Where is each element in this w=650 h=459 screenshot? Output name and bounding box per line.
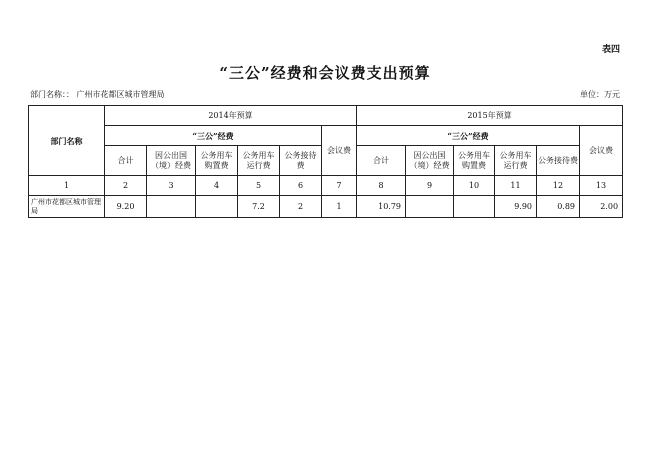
document-title: “三公”经费和会议费支出预算 <box>219 64 431 82</box>
cell-reception-2015: 0.89 <box>537 196 580 218</box>
year-2014-header: 2014年预算 <box>105 106 357 126</box>
column-number: 10 <box>454 176 495 196</box>
sub-header-2014: 公务用车运行费 <box>238 146 280 176</box>
column-number: 6 <box>280 176 322 196</box>
column-number: 1 <box>29 176 105 196</box>
cell-meeting-2015: 2.00 <box>580 196 623 218</box>
column-number: 8 <box>357 176 406 196</box>
sub-header-2015: 合计 <box>357 146 406 176</box>
cell-car-run-2014: 7.2 <box>238 196 280 218</box>
header-row-groups <box>29 126 623 146</box>
sangong-2015-header: “三公”经费 <box>357 126 580 146</box>
meeting-2014-header: 会议费 <box>322 126 357 176</box>
cell-car-run-2015: 9.90 <box>495 196 537 218</box>
meeting-2015-header: 会议费 <box>580 126 623 176</box>
sub-header-2015: 公务用车购置费 <box>454 146 495 176</box>
cell-meeting-2014: 1 <box>322 196 357 218</box>
sub-header-2014: 公务用车购置费 <box>196 146 238 176</box>
year-2015-header: 2015年预算 <box>357 106 623 126</box>
dept-column-header: 部门名称 <box>29 106 105 176</box>
column-number: 9 <box>406 176 454 196</box>
sub-header-2014: 公务接待费 <box>280 146 322 176</box>
cell-total-2014: 9.20 <box>105 196 147 218</box>
column-number: 13 <box>580 176 623 196</box>
column-number-row <box>29 176 623 196</box>
cell-car-buy-2015 <box>454 196 495 218</box>
department-value: 广州市花都区城市管理局 <box>76 90 165 99</box>
table-number: 表四 <box>601 45 620 55</box>
table-row <box>29 196 623 218</box>
sub-header-2014: 因公出国（境）经费 <box>147 146 196 176</box>
cell-car-buy-2014 <box>196 196 238 218</box>
column-number: 4 <box>196 176 238 196</box>
cell-reception-2014: 2 <box>280 196 322 218</box>
sub-header-2015: 公务用车运行费 <box>495 146 537 176</box>
department-label: 部门名称：： <box>30 90 74 99</box>
column-number: 3 <box>147 176 196 196</box>
unit-label: 单位：万元 <box>580 90 620 99</box>
budget-table <box>28 105 623 218</box>
cell-total-2015: 10.79 <box>357 196 406 218</box>
sub-header-2014: 合计 <box>105 146 147 176</box>
row-dept-name: 广州市花都区城市管理局 <box>29 196 105 218</box>
column-number: 11 <box>495 176 537 196</box>
column-number: 12 <box>537 176 580 196</box>
cell-abroad-2015 <box>406 196 454 218</box>
department-line <box>30 89 165 100</box>
column-number: 7 <box>322 176 357 196</box>
column-number: 2 <box>105 176 147 196</box>
header-row-years <box>29 106 623 126</box>
column-number: 5 <box>238 176 280 196</box>
cell-abroad-2014 <box>147 196 196 218</box>
sangong-2014-header: “三公”经费 <box>105 126 322 146</box>
sub-header-2015: 因公出国（境）经费 <box>406 146 454 176</box>
sub-header-2015: 公务接待费 <box>537 146 580 176</box>
